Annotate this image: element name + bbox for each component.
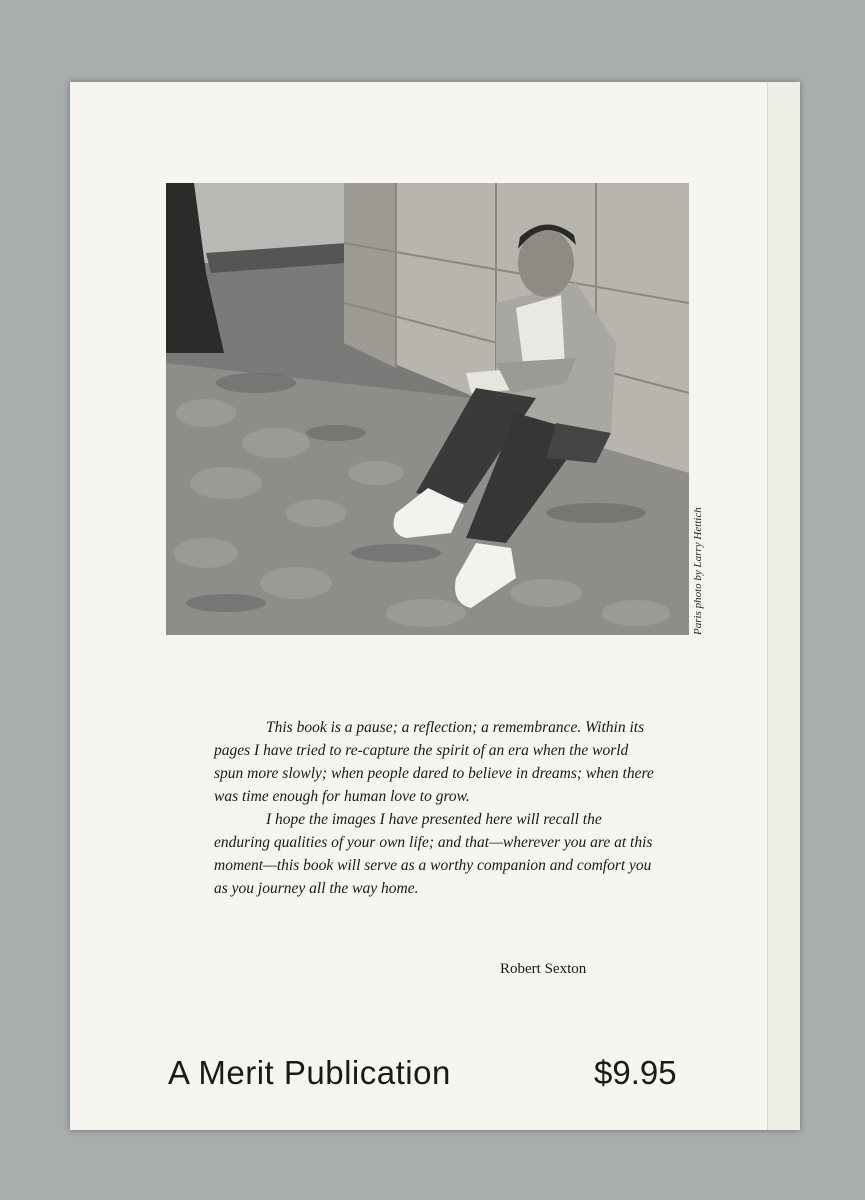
man-writing-photo [166,183,689,635]
price-label: $9.95 [594,1054,677,1091]
cover-edge [767,82,800,1130]
book-back-cover [70,82,800,1130]
blurb-paragraph: This book is a pause; a reflection; a remembrance. Within its pages I have tried to re-capture the spirit of an era when the world spun more slowly; when people dared to believe in dreams; when there was time enough for human love to grow. [214,719,654,805]
author-photo [166,183,689,635]
back-cover-blurb [214,716,654,900]
blurb-paragraph: I hope the images I have presented here will recall the enduring qualities of your own life; and that—wherever you are at this moment—this book will serve as a worthy companion and comfort you as you journey all the way home. [214,811,653,897]
publisher-line: A Merit Publication [168,1054,451,1091]
photo-credit: Paris photo by Larry Hettich [692,507,704,635]
author-signature: Robert Sexton [500,961,587,977]
